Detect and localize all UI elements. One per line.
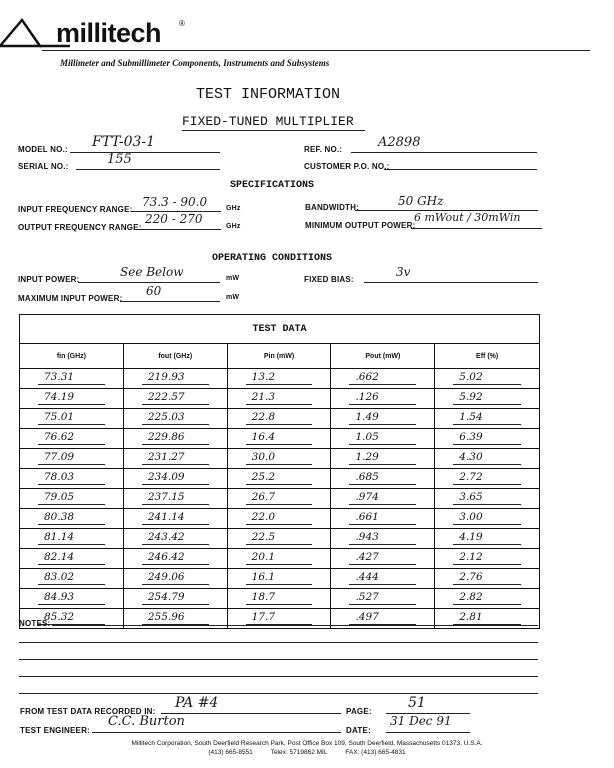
cell-value: 76.62 (44, 431, 75, 443)
table-row (20, 369, 540, 389)
specifications-heading: SPECIFICATIONS (230, 180, 315, 191)
fout-cell (123, 529, 227, 549)
cell-underline (246, 444, 313, 445)
cell-value: 82.14 (44, 551, 75, 563)
cell-value: 17.7 (251, 611, 276, 623)
serial-label: SERIAL NO.: (18, 162, 69, 171)
table-row (20, 569, 540, 589)
cell-underline (453, 544, 521, 545)
input-range-unit: GHz (226, 205, 241, 212)
company-address: Millitech Corporation, South Deerfield Research Park, Post Office Box 109, South Deerfield, Massachusetts 01373, U.S.A. (131, 740, 483, 747)
page-title: TEST INFORMATION (196, 86, 341, 103)
header-rule (42, 50, 590, 51)
engineer-label: TEST ENGINEER: (20, 726, 90, 735)
pout-cell (331, 389, 435, 409)
date-label: DATE: (346, 726, 371, 735)
input-range-value: 73.3 - 90.0 (142, 195, 208, 209)
pin-cell (227, 469, 331, 489)
cell-underline (38, 504, 105, 505)
cell-underline (246, 504, 313, 505)
cell-underline (246, 484, 313, 485)
cell-value: 225.03 (147, 411, 185, 423)
cell-underline (453, 584, 521, 585)
pin-cell (227, 569, 331, 589)
cell-value: 246.42 (147, 551, 185, 563)
fout-cell (123, 389, 227, 409)
cell-value: 249.06 (147, 571, 185, 583)
cell-underline (142, 404, 209, 405)
cell-value: 18.7 (251, 591, 276, 603)
eff-cell (435, 409, 540, 429)
fin-cell (20, 589, 124, 609)
cell-value: 243.42 (147, 531, 185, 543)
page-subtitle: FIXED-TUNED MULTIPLIER (182, 114, 354, 129)
fout-cell (123, 489, 227, 509)
cell-underline (349, 544, 416, 545)
cell-underline (142, 564, 209, 565)
min-power-label: MINIMUM OUTPUT POWER: (305, 221, 416, 230)
cell-value: 78.03 (44, 471, 75, 483)
cell-underline (246, 564, 313, 565)
cell-underline (246, 604, 313, 605)
column-header: Eff (%) (435, 344, 540, 369)
cell-underline (349, 524, 416, 525)
fin-cell (20, 509, 124, 529)
notes-line-1 (52, 625, 538, 626)
cell-value: 4.19 (459, 531, 483, 543)
eff-cell (435, 589, 540, 609)
cell-underline (142, 464, 209, 465)
notes-line-2 (19, 642, 538, 643)
eff-cell (435, 429, 540, 449)
subtitle-underline (182, 130, 365, 131)
cell-value: 5.92 (459, 391, 483, 403)
cell-value: 1.29 (355, 451, 379, 463)
cell-value: 6.39 (459, 431, 483, 443)
eff-cell (435, 509, 540, 529)
cell-underline (453, 404, 521, 405)
output-range-line (134, 229, 221, 230)
pout-cell (331, 409, 435, 429)
recorded-label: FROM TEST DATA RECORDED IN: (20, 707, 156, 716)
cell-value: 22.5 (251, 531, 276, 543)
cell-underline (38, 484, 105, 485)
cell-underline (349, 444, 416, 445)
column-header: Pin (mW) (227, 344, 331, 369)
pout-cell (331, 489, 435, 509)
pin-cell (227, 509, 331, 529)
pout-cell (331, 589, 435, 609)
cell-value: 75.01 (44, 411, 75, 423)
max-input-unit: mW (226, 294, 240, 301)
input-range-label: INPUT FREQUENCY RANGE: (18, 205, 133, 214)
model-line (70, 152, 220, 153)
cell-underline (142, 504, 209, 505)
cell-underline (142, 384, 209, 385)
cell-underline (453, 384, 521, 385)
cell-underline (246, 404, 313, 405)
eff-cell (435, 529, 540, 549)
cell-value: .943 (355, 531, 379, 543)
output-range-label: OUTPUT FREQUENCY RANGE: (18, 223, 142, 232)
cell-value: 85.32 (44, 611, 75, 623)
cell-value: 1.05 (355, 431, 379, 443)
cell-underline (349, 564, 416, 565)
po-label: CUSTOMER P.O. NO.: (304, 162, 390, 171)
pin-cell (227, 409, 331, 429)
cell-underline (453, 564, 521, 565)
column-header: fout (GHz) (123, 344, 227, 369)
column-header: fin (GHz) (20, 344, 124, 369)
serial-line (76, 169, 220, 170)
cell-value: .685 (355, 471, 379, 483)
ref-line (351, 152, 537, 153)
pin-cell (227, 489, 331, 509)
cell-value: 2.81 (459, 611, 483, 623)
fin-cell (20, 569, 124, 589)
max-input-label: MAXIMUM INPUT POWER: (18, 294, 123, 303)
table-row (20, 409, 540, 429)
fixed-bias-label: FIXED BIAS: (304, 275, 354, 284)
cell-value: 20.1 (251, 551, 276, 563)
fout-cell (123, 409, 227, 429)
table-row (20, 449, 540, 469)
cell-underline (38, 404, 105, 405)
cell-value: 1.54 (459, 411, 483, 423)
cell-underline (38, 564, 105, 565)
cell-underline (38, 544, 105, 545)
cell-value: 83.02 (44, 571, 75, 583)
pout-cell (331, 429, 435, 449)
cell-underline (142, 584, 209, 585)
cell-value: 13.2 (251, 371, 276, 383)
eff-cell (435, 549, 540, 569)
fout-cell (123, 569, 227, 589)
pin-cell (227, 589, 331, 609)
cell-underline (142, 604, 209, 605)
cell-value: .126 (355, 391, 379, 403)
cell-value: 237.15 (147, 491, 185, 503)
cell-value: 79.05 (44, 491, 75, 503)
output-range-value: 220 - 270 (145, 212, 203, 226)
pin-cell (227, 449, 331, 469)
cell-underline (142, 424, 209, 425)
engineer-value: C.C. Burton (108, 714, 185, 729)
cell-value: .974 (355, 491, 379, 503)
cell-underline (349, 584, 416, 585)
fin-cell (20, 369, 124, 389)
brand-logo: millitech (56, 18, 162, 48)
fout-cell (123, 469, 227, 489)
cell-underline (38, 444, 105, 445)
cell-value: 2.12 (459, 551, 483, 563)
cell-value: 5.02 (459, 371, 483, 383)
operating-heading: OPERATING CONDITIONS (212, 253, 333, 264)
cell-value: 254.79 (147, 591, 185, 603)
cell-value: 77.09 (44, 451, 75, 463)
model-label: MODEL NO.: (18, 145, 68, 154)
cell-underline (349, 604, 416, 605)
page-value: 51 (408, 695, 426, 711)
cell-value: 3.00 (459, 511, 483, 523)
date-line (386, 732, 470, 733)
cell-value: 255.96 (147, 611, 185, 623)
table-body (20, 369, 540, 629)
table-row (20, 429, 540, 449)
input-power-value: See Below (120, 265, 184, 279)
cell-underline (38, 424, 105, 425)
cell-underline (453, 424, 521, 425)
cell-underline (453, 464, 521, 465)
input-power-unit: mW (226, 275, 240, 282)
cell-underline (246, 584, 313, 585)
pout-cell (331, 509, 435, 529)
po-line (384, 169, 537, 170)
ref-value: A2898 (378, 135, 421, 150)
table-row (20, 489, 540, 509)
engineer-line (92, 732, 341, 733)
notes-line-5 (19, 693, 538, 694)
registered-mark: ® (179, 19, 185, 28)
cell-value: 16.1 (251, 571, 276, 583)
min-power-line (411, 228, 542, 229)
fout-cell (123, 549, 227, 569)
fin-cell (20, 409, 124, 429)
test-data-table (19, 314, 540, 629)
column-header: Pout (mW) (331, 344, 435, 369)
fout-cell (123, 589, 227, 609)
page-label: PAGE: (346, 707, 372, 716)
cell-value: 26.7 (251, 491, 276, 503)
fixed-bias-value: 3v (396, 265, 411, 279)
cell-value: 22.0 (251, 511, 276, 523)
cell-value: 21.3 (251, 391, 276, 403)
cell-value: 80.38 (44, 511, 75, 523)
cell-value: 234.09 (147, 471, 185, 483)
pin-cell (227, 369, 331, 389)
cell-value: 219.93 (147, 371, 185, 383)
eff-cell (435, 369, 540, 389)
cell-underline (453, 604, 521, 605)
cell-value: .444 (355, 571, 379, 583)
pin-cell (227, 389, 331, 409)
cell-value: 73.31 (44, 371, 75, 383)
cell-value: 30.0 (251, 451, 276, 463)
tagline: Millimeter and Submillimeter Components, Instruments and Subsystems (60, 58, 330, 68)
eff-cell (435, 569, 540, 589)
cell-value: 2.82 (459, 591, 483, 603)
cell-underline (453, 504, 521, 505)
pout-cell (331, 469, 435, 489)
notes-label: NOTES: (19, 619, 51, 628)
cell-value: 2.72 (459, 471, 483, 483)
company-contact: (413) 665-8551 Telex: 5719862 MIL FAX: (413) 665-4831 (208, 749, 406, 756)
cell-underline (38, 584, 105, 585)
pin-cell (227, 549, 331, 569)
cell-value: 16.4 (251, 431, 276, 443)
cell-underline (349, 504, 416, 505)
output-range-unit: GHz (226, 223, 241, 230)
cell-underline (453, 524, 521, 525)
cell-value: 4.30 (459, 451, 483, 463)
cell-value: 229.86 (147, 431, 185, 443)
pout-cell (331, 449, 435, 469)
fout-cell (123, 369, 227, 389)
recorded-value: PA #4 (175, 695, 219, 711)
max-input-line (120, 301, 220, 302)
notes-line-4 (19, 676, 538, 677)
cell-underline (38, 384, 105, 385)
eff-cell (435, 449, 540, 469)
cell-value: 22.8 (251, 411, 276, 423)
pout-cell (331, 569, 435, 589)
fin-cell (20, 389, 124, 409)
cell-underline (246, 464, 313, 465)
bandwidth-label: BANDWIDTH: (305, 203, 359, 212)
min-power-value: 6 mWout / 30mWin (414, 211, 521, 224)
cell-value: 74.19 (44, 391, 75, 403)
notes-line-3 (19, 659, 538, 660)
pout-cell (331, 369, 435, 389)
cell-value: 25.2 (251, 471, 276, 483)
table-row (20, 549, 540, 569)
cell-underline (142, 544, 209, 545)
pin-cell (227, 429, 331, 449)
date-value: 31 Dec 91 (390, 714, 452, 728)
table-row (20, 389, 540, 409)
cell-value: .497 (355, 611, 379, 623)
cell-underline (349, 484, 416, 485)
eff-cell (435, 469, 540, 489)
cell-value: .661 (355, 511, 379, 523)
serial-value: 155 (107, 152, 132, 167)
cell-value: 241.14 (147, 511, 185, 523)
fin-cell (20, 529, 124, 549)
max-input-value: 60 (146, 284, 162, 298)
model-value: FTT-03-1 (92, 134, 156, 150)
table-row (20, 509, 540, 529)
cell-value: 84.93 (44, 591, 75, 603)
cell-value: .662 (355, 371, 379, 383)
cell-underline (142, 484, 209, 485)
cell-value: 231.27 (147, 451, 185, 463)
fout-cell (123, 429, 227, 449)
bandwidth-value: 50 GHz (398, 194, 444, 208)
fin-cell (20, 469, 124, 489)
eff-cell (435, 389, 540, 409)
cell-value: 222.57 (147, 391, 185, 403)
fin-cell (20, 449, 124, 469)
fin-cell (20, 549, 124, 569)
cell-underline (349, 404, 416, 405)
table-header-row (20, 344, 540, 369)
input-power-label: INPUT POWER: (18, 275, 80, 284)
cell-underline (246, 524, 313, 525)
cell-underline (349, 384, 416, 385)
pout-cell (331, 549, 435, 569)
table-row (20, 469, 540, 489)
cell-underline (38, 464, 105, 465)
cell-underline (246, 424, 313, 425)
cell-value: 81.14 (44, 531, 75, 543)
table-row (20, 529, 540, 549)
input-power-line (78, 282, 220, 283)
eff-cell (435, 489, 540, 509)
fixed-bias-line (364, 282, 538, 283)
cell-underline (246, 544, 313, 545)
pin-cell (227, 529, 331, 549)
cell-underline (38, 524, 105, 525)
cell-value: .527 (355, 591, 379, 603)
test-data-heading: TEST DATA (20, 315, 540, 344)
cell-underline (38, 604, 105, 605)
cell-underline (246, 384, 313, 385)
fout-cell (123, 509, 227, 529)
cell-underline (349, 464, 416, 465)
cell-value: 3.65 (459, 491, 483, 503)
fout-cell (123, 449, 227, 469)
table-row (20, 589, 540, 609)
cell-value: 1.49 (355, 411, 379, 423)
cell-underline (142, 524, 209, 525)
cell-underline (142, 444, 209, 445)
cell-value: 2.76 (459, 571, 483, 583)
cell-value: .427 (355, 551, 379, 563)
pout-cell (331, 529, 435, 549)
cell-underline (453, 484, 521, 485)
cell-underline (349, 424, 416, 425)
cell-underline (453, 444, 521, 445)
fin-cell (20, 489, 124, 509)
recorded-line (161, 713, 341, 714)
fin-cell (20, 429, 124, 449)
ref-label: REF. NO.: (304, 145, 343, 154)
